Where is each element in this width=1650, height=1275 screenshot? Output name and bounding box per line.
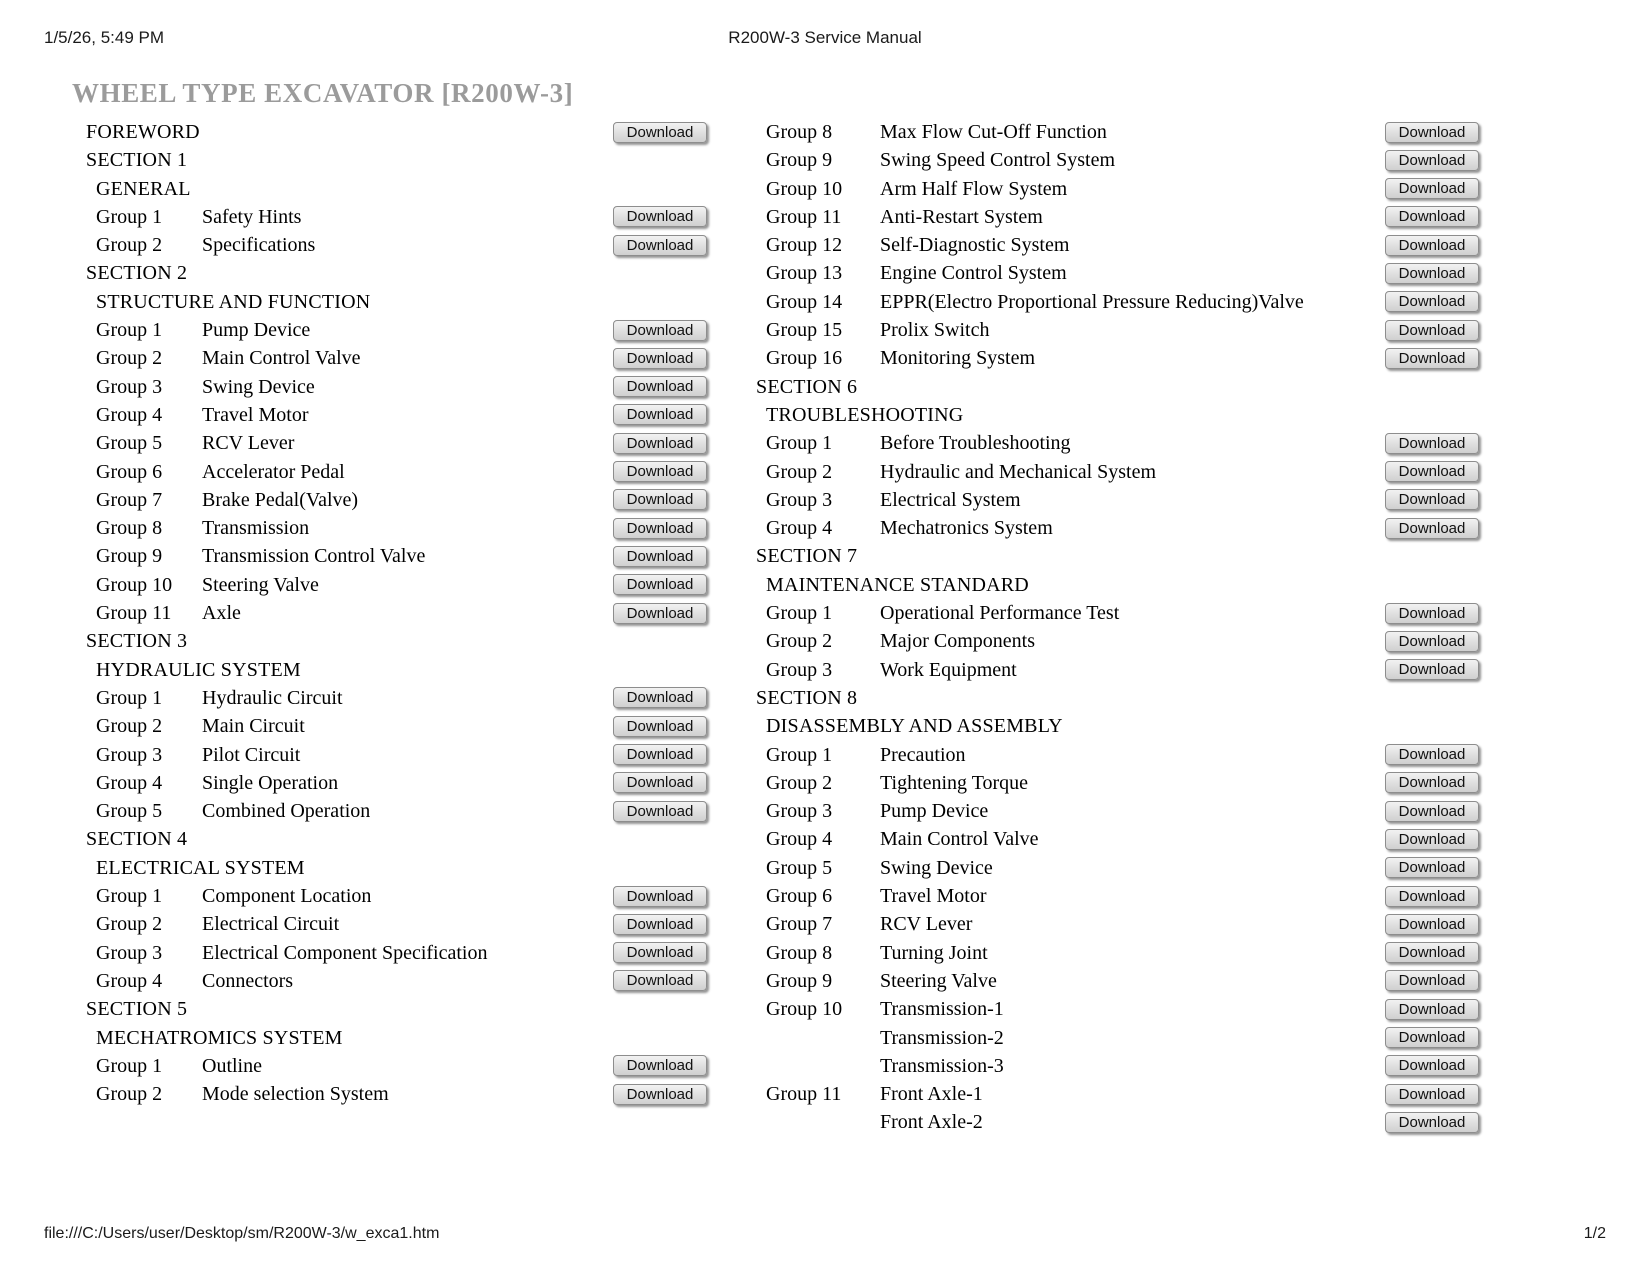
toc-row [750, 656, 1490, 684]
toc-row [80, 401, 720, 429]
toc-row [750, 741, 1490, 769]
group-number: Group 2 [96, 347, 163, 370]
toc-row [750, 542, 1490, 570]
group-title: RCV Lever [202, 432, 295, 455]
group-number: Group 3 [766, 800, 833, 823]
toc-row [80, 910, 720, 938]
download-button[interactable]: Download [613, 942, 707, 963]
download-button[interactable]: Download [613, 772, 707, 793]
toc-row [80, 627, 720, 655]
download-button[interactable]: Download [613, 546, 707, 567]
download-button[interactable]: Download [1385, 461, 1479, 482]
group-number: Group 16 [766, 347, 843, 370]
toc-row [750, 627, 1490, 655]
group-title: Travel Motor [880, 885, 987, 908]
group-number: Group 10 [766, 177, 843, 200]
group-number: Group 3 [96, 941, 163, 964]
download-button[interactable]: Download [613, 574, 707, 595]
download-button[interactable]: Download [613, 206, 707, 227]
document-title: R200W-3 Service Manual [728, 28, 922, 47]
group-number: Group 8 [766, 941, 833, 964]
download-button[interactable]: Download [613, 970, 707, 991]
group-number: Group 4 [96, 969, 163, 992]
group-title: Electrical Component Specification [202, 941, 488, 964]
group-title: Anti-Restart System [880, 205, 1043, 228]
toc-row [80, 741, 720, 769]
toc-row [750, 1080, 1490, 1108]
group-number: Group 1 [96, 205, 163, 228]
group-title: Transmission-1 [880, 998, 1004, 1021]
toc-row [80, 939, 720, 967]
download-button[interactable]: Download [613, 461, 707, 482]
download-button[interactable]: Download [1385, 857, 1479, 878]
group-title: Steering Valve [880, 969, 997, 992]
toc-row [750, 231, 1490, 259]
toc-row [750, 1052, 1490, 1080]
group-number: Group 1 [96, 686, 163, 709]
group-title: Hydraulic Circuit [202, 686, 343, 709]
group-title: Prolix Switch [880, 319, 990, 342]
download-button[interactable]: Download [1385, 235, 1479, 256]
download-button[interactable]: Download [613, 716, 707, 737]
download-button[interactable]: Download [613, 801, 707, 822]
group-title: Mode selection System [202, 1083, 389, 1106]
group-title: Electrical System [880, 488, 1021, 511]
group-number: Group 14 [766, 290, 843, 313]
section-heading: SECTION 3 [86, 630, 188, 653]
toc-row [750, 373, 1490, 401]
toc-row [750, 797, 1490, 825]
toc-row [80, 175, 720, 203]
download-button[interactable]: Download [613, 235, 707, 256]
download-button[interactable]: Download [613, 744, 707, 765]
group-number: Group 1 [766, 743, 833, 766]
toc-row [80, 882, 720, 910]
download-button[interactable]: Download [613, 348, 707, 369]
download-button[interactable]: Download [1385, 1112, 1479, 1133]
group-number: Group 4 [96, 403, 163, 426]
group-title: Precaution [880, 743, 966, 766]
group-title: Turning Joint [880, 941, 988, 964]
toc-row [80, 458, 720, 486]
download-button[interactable]: Download [613, 489, 707, 510]
group-number: Group 8 [766, 121, 833, 143]
download-button[interactable]: Download [1385, 886, 1479, 907]
group-number: Group 3 [766, 488, 833, 511]
download-button[interactable]: Download [613, 914, 707, 935]
group-number: Group 1 [96, 319, 163, 342]
group-title: Component Location [202, 885, 372, 908]
download-button[interactable]: Download [613, 518, 707, 539]
toc-row [80, 231, 720, 259]
group-title: Swing Device [880, 856, 993, 879]
section-heading: SECTION 2 [86, 262, 188, 285]
toc-row [80, 1052, 720, 1080]
group-number: Group 1 [96, 1054, 163, 1077]
section-heading: SECTION 5 [86, 998, 188, 1021]
group-title: Transmission-2 [880, 1026, 1004, 1049]
toc-row [750, 769, 1490, 797]
toc-row [80, 599, 720, 627]
group-number: Group 3 [96, 375, 163, 398]
download-button[interactable]: Download [1385, 603, 1479, 624]
section-heading: SECTION 7 [756, 545, 858, 568]
download-button[interactable]: Download [613, 1084, 707, 1105]
toc-row [80, 429, 720, 457]
group-title: Travel Motor [202, 403, 309, 426]
toc-row [750, 1024, 1490, 1052]
print-header [0, 28, 1650, 50]
toc-row [80, 316, 720, 344]
group-title: Mechatronics System [880, 517, 1053, 540]
subject-heading: ELECTRICAL SYSTEM [96, 856, 305, 879]
toc-row [750, 288, 1490, 316]
toc-row [750, 1108, 1490, 1136]
toc-row [750, 599, 1490, 627]
group-number: Group 3 [766, 658, 833, 681]
group-number: Group 5 [96, 800, 163, 823]
toc-row [80, 571, 720, 599]
print-date: 1/5/26, 5:49 PM [44, 28, 165, 47]
download-button[interactable]: Download [613, 433, 707, 454]
toc-row [80, 712, 720, 740]
download-button[interactable]: Download [1385, 772, 1479, 793]
group-number: Group 2 [96, 913, 163, 936]
group-number: Group 5 [96, 432, 163, 455]
toc-row [750, 118, 1490, 146]
group-number: Group 6 [96, 460, 163, 483]
toc-row [750, 259, 1490, 287]
toc-row [750, 910, 1490, 938]
toc-row [750, 882, 1490, 910]
download-button[interactable]: Download [613, 886, 707, 907]
toc-row [750, 712, 1490, 740]
download-button[interactable]: Download [613, 603, 707, 624]
group-title: Major Components [880, 630, 1035, 653]
group-title: Electrical Circuit [202, 913, 340, 936]
group-title: Work Equipment [880, 658, 1017, 681]
group-title: Front Axle-1 [880, 1083, 983, 1106]
group-title: Self-Diagnostic System [880, 234, 1070, 257]
group-title: Connectors [202, 969, 294, 992]
foreword-label: FOREWORD [86, 121, 200, 143]
download-button[interactable]: Download [1385, 263, 1479, 284]
toc-row [80, 203, 720, 231]
group-title: Before Troubleshooting [880, 432, 1071, 455]
group-title: Combined Operation [202, 800, 371, 823]
toc-row [80, 769, 720, 797]
toc-row [750, 684, 1490, 712]
section-heading: SECTION 1 [86, 149, 188, 172]
download-button[interactable]: Download [1385, 150, 1479, 171]
subject-heading: HYDRAULIC SYSTEM [96, 658, 301, 681]
download-button[interactable]: Download [1385, 914, 1479, 935]
page-number: 1/2 [1583, 1225, 1606, 1242]
group-number: Group 2 [766, 771, 833, 794]
toc-row [750, 146, 1490, 174]
group-title: Transmission [202, 517, 310, 540]
download-button[interactable]: Download [1385, 320, 1479, 341]
group-number: Group 8 [96, 517, 163, 540]
group-number: Group 10 [766, 998, 843, 1021]
download-button[interactable]: Download [1385, 829, 1479, 850]
subject-heading: DISASSEMBLY AND ASSEMBLY [766, 715, 1063, 738]
group-number: Group 3 [96, 743, 163, 766]
toc-row [80, 486, 720, 514]
group-number: Group 9 [766, 969, 833, 992]
download-button[interactable]: Download [613, 320, 707, 341]
group-number: Group 1 [96, 885, 163, 908]
group-number: Group 13 [766, 262, 843, 285]
toc-row [80, 825, 720, 853]
group-number: Group 7 [96, 488, 163, 511]
download-button[interactable]: Download [1385, 122, 1479, 143]
download-button[interactable]: Download [613, 122, 707, 143]
toc-row [80, 854, 720, 882]
print-footer [0, 1225, 1650, 1247]
download-button[interactable]: Download [1385, 518, 1479, 539]
group-number: Group 4 [766, 517, 833, 540]
toc-row [750, 967, 1490, 995]
source-url: file:///C:/Users/user/Desktop/sm/R200W-3/w_exca1.htm [44, 1225, 440, 1242]
group-title: Transmission Control Valve [202, 545, 426, 568]
group-number: Group 10 [96, 573, 173, 596]
toc-row [750, 939, 1490, 967]
group-title: Accelerator Pedal [202, 460, 345, 483]
group-title: Outline [202, 1054, 262, 1077]
group-title: Hydraulic and Mechanical System [880, 460, 1157, 483]
download-button[interactable]: Download [1385, 1084, 1479, 1105]
toc-row [80, 344, 720, 372]
group-title: Pump Device [880, 800, 989, 823]
group-number: Group 2 [96, 715, 163, 738]
group-title: Main Control Valve [202, 347, 361, 370]
download-button[interactable]: Download [1385, 942, 1479, 963]
group-number: Group 2 [766, 630, 833, 653]
download-button[interactable]: Download [613, 1055, 707, 1076]
group-title: Pilot Circuit [202, 743, 301, 766]
toc-row [80, 995, 720, 1023]
download-button[interactable]: Download [1385, 801, 1479, 822]
toc-row [80, 542, 720, 570]
download-button[interactable]: Download [1385, 1027, 1479, 1048]
group-title: Single Operation [202, 771, 339, 794]
subject-heading: TROUBLESHOOTING [766, 403, 964, 426]
group-number: Group 1 [766, 432, 833, 455]
group-number: Group 9 [96, 545, 163, 568]
group-title: EPPR(Electro Proportional Pressure Reducing)Valve [880, 290, 1304, 313]
toc-row [750, 429, 1490, 457]
download-button[interactable]: Download [1385, 348, 1479, 369]
group-number: Group 11 [766, 205, 842, 228]
toc-row [750, 514, 1490, 542]
group-number: Group 7 [766, 913, 833, 936]
download-button[interactable]: Download [1385, 291, 1479, 312]
group-title: Monitoring System [880, 347, 1036, 370]
group-title: RCV Lever [880, 913, 973, 936]
group-title: Front Axle-2 [880, 1111, 983, 1134]
download-button[interactable]: Download [613, 404, 707, 425]
toc-row [750, 203, 1490, 231]
group-number: Group 2 [96, 1083, 163, 1106]
section-heading: SECTION 6 [756, 375, 858, 398]
toc-row [80, 967, 720, 995]
group-title: Swing Device [202, 375, 315, 398]
group-number: Group 2 [96, 234, 163, 257]
subject-heading: MAINTENANCE STANDARD [766, 573, 1029, 596]
download-button[interactable]: Download [1385, 999, 1479, 1020]
toc-column-right [750, 118, 1490, 1137]
download-button[interactable]: Download [1385, 744, 1479, 765]
toc-row [750, 854, 1490, 882]
toc-row [750, 825, 1490, 853]
download-button[interactable]: Download [1385, 970, 1479, 991]
subject-heading: GENERAL [96, 177, 191, 200]
group-title: Tightening Torque [880, 771, 1029, 794]
toc-row [80, 656, 720, 684]
toc-row [750, 401, 1490, 429]
group-title: Axle [202, 602, 241, 625]
toc-row [80, 118, 720, 146]
group-number: Group 2 [766, 460, 833, 483]
group-number: Group 6 [766, 885, 833, 908]
download-button[interactable]: Download [613, 687, 707, 708]
toc-row [80, 514, 720, 542]
group-number: Group 9 [766, 149, 833, 172]
group-title: Safety Hints [202, 205, 302, 228]
group-number: Group 1 [766, 602, 833, 625]
download-button[interactable]: Download [1385, 489, 1479, 510]
toc-row [80, 1080, 720, 1108]
group-title: Operational Performance Test [880, 602, 1120, 625]
subject-heading: STRUCTURE AND FUNCTION [96, 290, 371, 313]
group-number: Group 4 [766, 828, 833, 851]
download-button[interactable]: Download [613, 376, 707, 397]
download-button[interactable]: Download [1385, 178, 1479, 199]
toc-row [750, 344, 1490, 372]
group-title: Engine Control System [880, 262, 1067, 285]
toc-row [80, 797, 720, 825]
toc-row [750, 995, 1490, 1023]
group-title: Steering Valve [202, 573, 319, 596]
group-number: Group 12 [766, 234, 843, 257]
group-title: Arm Half Flow System [880, 177, 1068, 200]
page-title: WHEEL TYPE EXCAVATOR [R200W-3] [72, 78, 574, 108]
toc-row [80, 288, 720, 316]
group-title: Swing Speed Control System [880, 149, 1116, 172]
group-title: Transmission-3 [880, 1054, 1004, 1077]
toc-row [80, 684, 720, 712]
toc-row [750, 571, 1490, 599]
subject-heading: MECHATROMICS SYSTEM [96, 1026, 343, 1049]
group-title: Max Flow Cut-Off Function [880, 121, 1107, 143]
group-title: Brake Pedal(Valve) [202, 488, 359, 511]
download-button[interactable]: Download [1385, 659, 1479, 680]
group-title: Pump Device [202, 319, 311, 342]
group-number: Group 11 [96, 602, 172, 625]
toc-row [750, 486, 1490, 514]
group-title: Main Circuit [202, 715, 305, 738]
download-button[interactable]: Download [1385, 1055, 1479, 1076]
toc-row [750, 316, 1490, 344]
group-title: Main Control Valve [880, 828, 1039, 851]
toc-column-left [80, 118, 720, 1108]
section-heading: SECTION 8 [756, 686, 858, 709]
group-title: Specifications [202, 234, 316, 257]
toc-row [80, 259, 720, 287]
toc-row [80, 146, 720, 174]
section-heading: SECTION 4 [86, 828, 188, 851]
toc-row [80, 1024, 720, 1052]
group-number: Group 5 [766, 856, 833, 879]
download-button[interactable]: Download [1385, 433, 1479, 454]
toc-row [750, 175, 1490, 203]
group-number: Group 4 [96, 771, 163, 794]
download-button[interactable]: Download [1385, 631, 1479, 652]
toc-row [80, 373, 720, 401]
download-button[interactable]: Download [1385, 206, 1479, 227]
group-number: Group 11 [766, 1083, 842, 1106]
toc-row [750, 458, 1490, 486]
group-number: Group 15 [766, 319, 843, 342]
